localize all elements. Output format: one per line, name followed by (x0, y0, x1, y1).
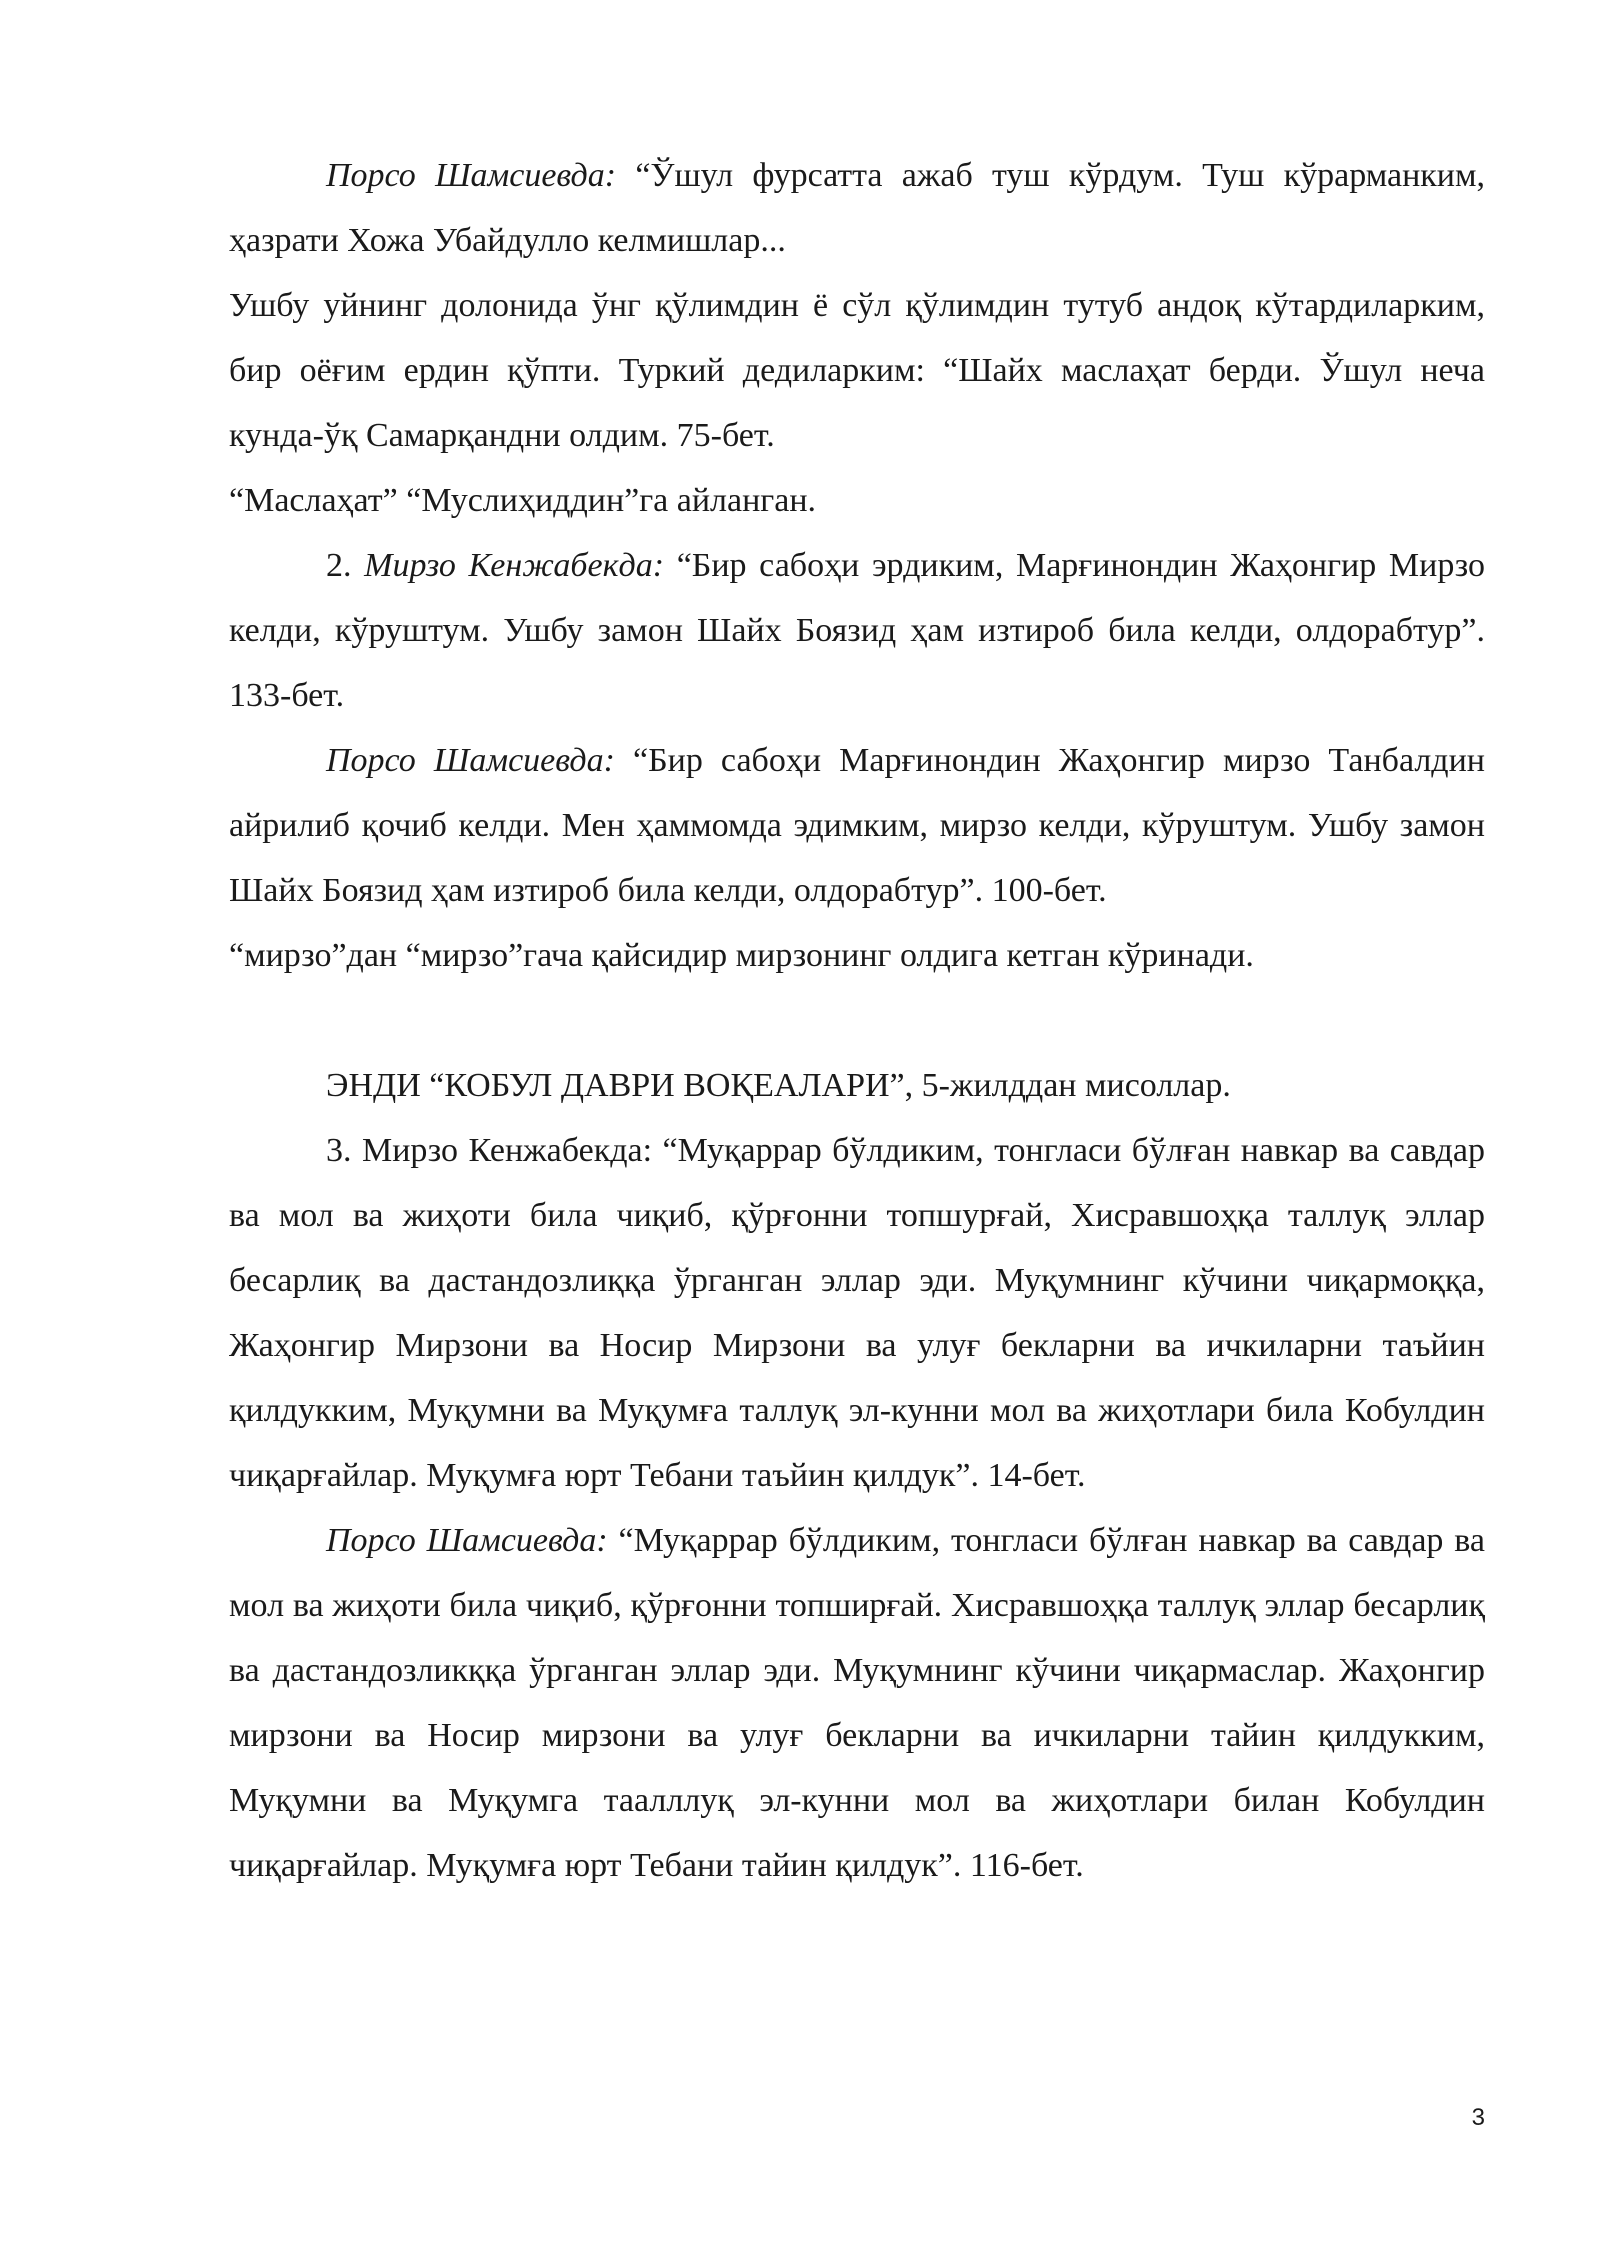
heading-text: ЭНДИ “КОБУЛ ДАВРИ ВОҚЕАЛАРИ”, 5-жилддан мисоллар. (326, 1067, 1231, 1104)
paragraph-4 (229, 533, 1485, 728)
paragraph-text: “Ўшул фурсатта ажаб туш кўрдум. Туш кўрарманким, ҳазрати Хожа Убайдулло келмишлар... (229, 157, 1485, 259)
paragraph-text: 3. Мирзо Кенжабекда: “Муқаррар бўлдиким, тонгласи бўлған навкар ва савдар ва мол ва жиҳоти била чиқиб, қўрғонни топшурғай, Хисравшоҳқа таллуқ эллар бесарлиқ ва дастандозлиққа ўрганган эллар эди. Муқумнинг кўчини чиқармоққа, Жаҳонгир Мирзони ва Носир Мирзони ва улуғ бекларни ва ичкиларни таъйин қилдукким, Муқумни ва Муқумға таллуқ эл-кунни мол ва жиҳотлари била Кобулдин чиқарғайлар. Муқумға юрт Тебани таъйин қилдук”. 14-бет. (229, 1132, 1485, 1494)
paragraph-text: “Муқаррар бўлдиким, тонгласи бўлған навкар ва савдар ва мол ва жиҳоти била чиқиб, қўрғонни топширғай. Хисравшоҳқа таллуқ эллар бесарлиқ ва дастандозликққа ўрганган эллар эди. Муқумнинг кўчини чиқармаслар. Жаҳонгир мирзони ва Носир мирзони ва улуғ бекларни ва ичкиларни тайин қилдукким, Муқумни ва Муқумга таалллуқ эл-кунни мол ва жиҳотлари билан Кобулдин чиқарғайлар. Муқумға юрт Тебани тайин қилдук”. 116-бет. (229, 1522, 1485, 1884)
page-number: 3 (1471, 2104, 1485, 2131)
paragraph-1 (229, 143, 1485, 273)
page-body (229, 143, 1485, 1898)
paragraph-8 (229, 1118, 1485, 1508)
paragraph-text: “мирзо”дан “мирзо”гача қайсидир мирзонинг олдига кетган кўринади. (229, 937, 1254, 974)
paragraph-2 (229, 273, 1485, 468)
paragraph-text: “Бир сабоҳи эрдиким, Марғинондин Жаҳонгир Мирзо келди, кўруштум. Ушбу замон Шайх Боязид ҳам изтироб била келди, олдорабтур”. 133-бет. (229, 547, 1485, 714)
paragraph-text: “Бир сабоҳи Марғинондин Жаҳонгир мирзо Танбалдин айрилиб қочиб келди. Мен ҳаммомда эдимким, мирзо келди, кўруштум. Ушбу замон Шайх Боязид ҳам изтироб била келди, олдорабтур”. 100-бет. (229, 742, 1485, 909)
author-name: Порсо Шамсиевда: (326, 157, 617, 194)
blank-line (229, 988, 1485, 1053)
section-heading (229, 1053, 1485, 1118)
paragraph-text: “Маслаҳат” “Муслиҳиддин”га айланган. (229, 482, 817, 519)
paragraph-text: Ушбу уйнинг долонида ўнг қўлимдин ё сўл қўлимдин тутуб андоқ кўтардиларким, бир оёғим ердин қўпти. Туркий дедиларким: “Шайх маслаҳат берди. Ўшул неча кунда-ўқ Самарқандни олдим. 75-бет. (229, 287, 1485, 454)
paragraph-3 (229, 468, 1485, 533)
paragraph-number: 2. (326, 547, 365, 584)
author-name: Мирзо Кенжабекда: (364, 547, 665, 584)
paragraph-5 (229, 728, 1485, 923)
paragraph-6 (229, 923, 1485, 988)
author-name: Порсо Шамсиевда: (326, 1522, 608, 1559)
paragraph-9 (229, 1508, 1485, 1898)
author-name: Порсо Шамсиевда: (326, 742, 615, 779)
